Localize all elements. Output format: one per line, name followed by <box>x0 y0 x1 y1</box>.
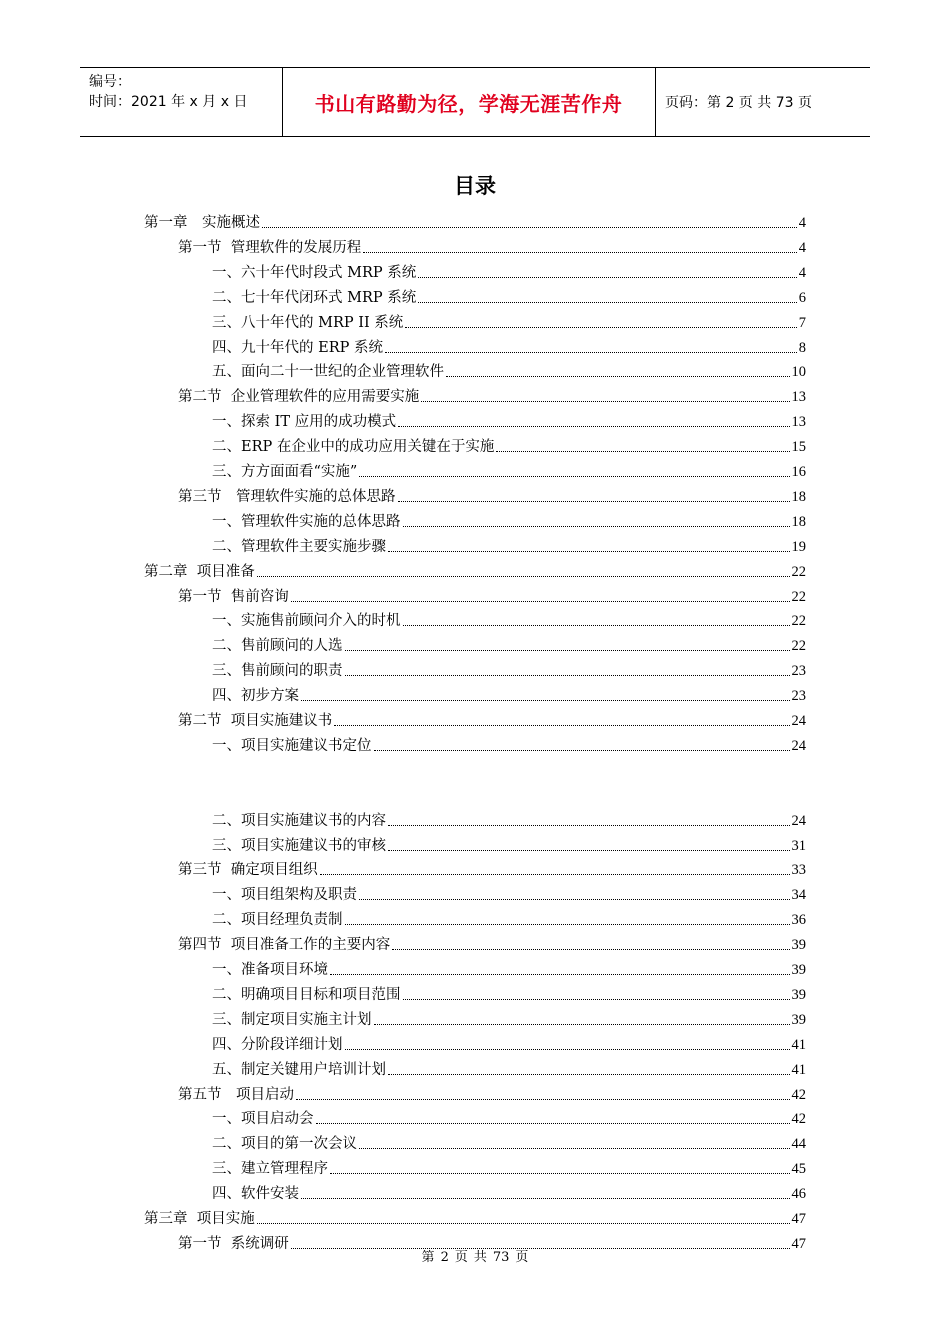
toc-entry-title: 一、六十年代时段式 MRP 系统 <box>212 264 417 281</box>
toc-entry-page: 13 <box>791 389 806 406</box>
toc-entry-title: 一、项目实施建议书定位 <box>212 737 372 754</box>
toc-entry <box>212 606 806 631</box>
toc-dot-leader <box>330 974 790 975</box>
toc-dot-leader <box>330 1173 790 1174</box>
toc-entry-page: 36 <box>791 912 806 929</box>
toc-entry-page: 41 <box>791 1036 806 1053</box>
toc-entry <box>212 357 806 382</box>
toc-entry <box>212 656 806 681</box>
toc-entry-title: 第二章 项目准备 <box>144 563 255 580</box>
toc-entry <box>212 681 806 706</box>
toc-entry-title: 第一节 售前咨询 <box>178 588 289 605</box>
toc-entry-page: 24 <box>791 713 806 729</box>
toc-entry <box>212 507 806 532</box>
toc-dot-leader <box>359 476 789 477</box>
toc-entry <box>212 308 806 333</box>
toc-entry <box>178 930 806 955</box>
toc-dot-leader <box>385 352 797 353</box>
toc-entry <box>178 1080 806 1105</box>
toc-entry-page: 22 <box>791 588 806 605</box>
toc-entry-page: 7 <box>798 314 806 331</box>
toc-entry <box>178 482 806 507</box>
toc-entry-page: 47 <box>791 1235 806 1252</box>
toc-entry-page: 33 <box>791 862 806 879</box>
page-title: 目录 <box>454 174 496 198</box>
toc-entry-title: 一、项目组架构及职责 <box>212 887 357 904</box>
toc-entry-title: 第五节 项目启动 <box>178 1086 294 1103</box>
toc-dot-leader <box>388 1074 790 1075</box>
toc-entry <box>212 1005 806 1030</box>
toc-entry <box>212 457 806 482</box>
toc-entry <box>212 532 806 557</box>
header-divider-right <box>655 68 656 136</box>
toc-entry-title: 二、项目经理负责制 <box>212 912 343 929</box>
toc-entry-title: 三、售前顾问的职责 <box>212 663 343 680</box>
toc-entry-page: 23 <box>791 663 806 680</box>
toc-entry-page: 10 <box>791 364 806 381</box>
toc-entry <box>212 1129 806 1154</box>
toc-entry-page: 19 <box>791 538 806 555</box>
toc-entry-title: 一、探索 IT 应用的成功模式 <box>212 414 397 431</box>
header-motto: 书山有路勤为径，学海无涯苦作舟 <box>314 91 623 116</box>
header-date: 时间：2021 年 x 月 x 日 <box>89 94 248 110</box>
toc-entry <box>212 407 806 432</box>
toc-entry-page: 41 <box>791 1061 806 1078</box>
toc-entry-page: 22 <box>791 613 806 630</box>
toc-entry-page: 22 <box>791 638 806 655</box>
toc-entry-page: 15 <box>791 439 806 456</box>
toc-entry-title: 第一节 管理软件的发展历程 <box>178 239 362 256</box>
page-header <box>80 67 870 137</box>
toc-entry-page: 42 <box>791 1111 806 1128</box>
toc-dot-leader <box>359 899 790 900</box>
toc-dot-leader <box>296 1099 790 1100</box>
toc-dot-leader <box>345 924 790 925</box>
toc-dot-leader <box>345 1049 790 1050</box>
toc-entry-title: 第二节 企业管理软件的应用需要实施 <box>178 389 420 406</box>
toc-entry-title: 二、明确项目目标和项目范围 <box>212 986 401 1003</box>
toc-entry <box>212 905 806 930</box>
toc-entry-title: 第三节 管理软件实施的总体思路 <box>178 488 396 505</box>
toc-dot-leader <box>257 1223 790 1224</box>
toc-entry <box>178 382 806 407</box>
toc-entry-page: 24 <box>791 737 806 754</box>
toc-entry-title: 一、准备项目环境 <box>212 962 328 978</box>
toc-entry-title: 三、制定项目实施主计划 <box>212 1011 372 1028</box>
toc-dot-leader <box>398 426 789 427</box>
toc-entry <box>212 1154 806 1179</box>
toc-dot-leader <box>374 750 790 751</box>
header-meta <box>89 72 247 112</box>
toc-entry <box>212 1055 806 1080</box>
toc-entry-title: 三、建立管理程序 <box>212 1161 328 1178</box>
toc-entry-title: 二、ERP 在企业中的成功应用关键在于实施 <box>212 439 495 456</box>
toc-entry <box>212 955 806 980</box>
toc-entry-title: 一、项目启动会 <box>212 1111 314 1128</box>
toc-entry-page: 18 <box>791 488 806 505</box>
toc-entry <box>212 432 806 457</box>
toc-dot-leader <box>262 227 797 228</box>
toc-entry <box>178 706 806 731</box>
toc-entry-page: 4 <box>798 239 806 256</box>
toc-dot-leader <box>403 999 790 1000</box>
toc-entry-page: 4 <box>798 215 806 231</box>
toc-dot-leader <box>398 501 790 502</box>
toc-dot-leader <box>392 949 789 950</box>
toc-entry-page: 44 <box>791 1136 806 1153</box>
toc-dot-leader <box>359 1148 790 1149</box>
toc-entry-page: 39 <box>791 962 806 978</box>
toc-entry <box>212 731 806 756</box>
toc-entry <box>144 557 806 582</box>
toc-dot-leader <box>421 401 789 402</box>
toc-entry-page: 39 <box>791 986 806 1003</box>
toc-entry-page: 22 <box>791 563 806 580</box>
toc-entry <box>212 1104 806 1129</box>
toc-entry <box>212 806 806 831</box>
toc-entry <box>144 208 806 233</box>
toc-entry <box>144 1204 806 1229</box>
toc-entry <box>178 855 806 880</box>
toc-dot-leader <box>418 277 797 278</box>
toc-entry-title: 三、方方面面看“实施” <box>212 464 358 480</box>
toc-entry-title: 第三节 确定项目组织 <box>178 862 318 879</box>
footer-word-gong: 共 <box>473 1250 487 1265</box>
toc-entry-title: 五、制定关键用户培训计划 <box>212 1061 386 1078</box>
toc-entry-title: 四、九十年代的 ERP 系统 <box>212 339 383 356</box>
toc-entry <box>212 1179 806 1204</box>
toc-dot-leader <box>334 725 789 726</box>
toc-entry <box>212 980 806 1005</box>
toc-dot-leader <box>257 576 790 577</box>
toc-dot-leader <box>301 1198 790 1199</box>
toc-entry-title: 第一节 系统调研 <box>178 1235 289 1252</box>
toc-entry-page: 18 <box>791 513 806 530</box>
toc-entry-page: 6 <box>798 289 806 306</box>
toc-entry-title: 四、软件安装 <box>212 1186 299 1203</box>
toc-dot-leader <box>374 1024 790 1025</box>
toc-entry-title: 二、七十年代闭环式 MRP 系统 <box>212 289 417 306</box>
toc-entry-title: 二、售前顾问的人选 <box>212 638 343 655</box>
toc-entry <box>212 283 806 308</box>
toc-entry-page: 39 <box>791 1011 806 1028</box>
toc-entry-title: 一、实施售前顾问介入的时机 <box>212 613 401 630</box>
toc-entry-page: 42 <box>791 1086 806 1103</box>
toc-dot-leader <box>403 526 790 527</box>
toc-dot-leader <box>418 302 797 303</box>
footer-total-pages: 73 <box>492 1250 510 1265</box>
toc-dot-leader <box>388 850 790 851</box>
toc-entry-title: 四、初步方案 <box>212 688 299 705</box>
toc-entry-title: 三、项目实施建议书的审核 <box>212 837 386 854</box>
toc-entry-page: 8 <box>798 339 806 356</box>
toc-dot-leader <box>446 376 790 377</box>
toc-entry-title: 五、面向二十一世纪的企业管理软件 <box>212 364 444 381</box>
toc-entry-page: 24 <box>791 812 806 829</box>
toc-entry <box>212 880 806 905</box>
toc-entry <box>178 233 806 258</box>
toc-dot-leader <box>363 252 797 253</box>
toc-entry-title: 一、管理软件实施的总体思路 <box>212 513 401 530</box>
header-number-label: 编号： <box>89 74 131 90</box>
toc-dot-leader <box>320 874 790 875</box>
toc-dot-leader <box>496 451 789 452</box>
toc-entry <box>178 582 806 607</box>
toc-entry-page: 47 <box>791 1211 806 1227</box>
toc-dot-leader <box>301 700 790 701</box>
toc-entry-page: 39 <box>791 937 806 954</box>
toc-entry-page: 34 <box>791 887 806 904</box>
toc-entry-title: 第一章 实施概述 <box>144 215 260 231</box>
toc-entry <box>212 333 806 358</box>
toc-dot-leader <box>345 675 790 676</box>
toc-dot-leader <box>316 1123 790 1124</box>
toc-dot-leader <box>345 650 790 651</box>
toc-entry <box>212 258 806 283</box>
toc-entry-page: 31 <box>791 837 806 854</box>
toc-entry-title: 二、项目的第一次会议 <box>212 1136 357 1153</box>
toc-entry-title: 三、八十年代的 MRP II 系统 <box>212 314 404 331</box>
toc-entry <box>212 631 806 656</box>
toc-entry-title: 二、项目实施建议书的内容 <box>212 812 386 829</box>
header-page-info: 页码：第 2 页 共 73 页 <box>665 95 812 111</box>
page-footer <box>0 1246 950 1265</box>
toc-dot-leader <box>291 601 790 602</box>
toc-entry <box>212 831 806 856</box>
toc-entry-page: 23 <box>791 688 806 705</box>
toc-entry-title: 第四节 项目准备工作的主要内容 <box>178 937 391 954</box>
toc-entry-page: 13 <box>791 414 806 431</box>
toc-dot-leader <box>388 825 790 826</box>
footer-word-ye: 页 <box>454 1250 468 1265</box>
toc-entry-page: 16 <box>791 464 806 480</box>
toc-entry-title: 四、分阶段详细计划 <box>212 1036 343 1053</box>
toc-entry <box>212 1030 806 1055</box>
toc-dot-leader <box>405 327 796 328</box>
toc-entry-page: 45 <box>791 1161 806 1178</box>
toc-dot-leader <box>403 625 790 626</box>
toc-dot-leader <box>388 551 790 552</box>
toc-entry-page: 46 <box>791 1186 806 1203</box>
footer-page-number: 2 <box>440 1250 449 1265</box>
toc-entry-page: 4 <box>798 264 806 281</box>
toc-entry-title: 第三章 项目实施 <box>144 1211 255 1227</box>
footer-word-ye-2: 页 <box>515 1250 529 1265</box>
toc-entry-title: 第二节 项目实施建议书 <box>178 713 333 729</box>
footer-word-di: 第 <box>421 1250 435 1265</box>
toc-entry-title: 二、管理软件主要实施步骤 <box>212 538 386 555</box>
